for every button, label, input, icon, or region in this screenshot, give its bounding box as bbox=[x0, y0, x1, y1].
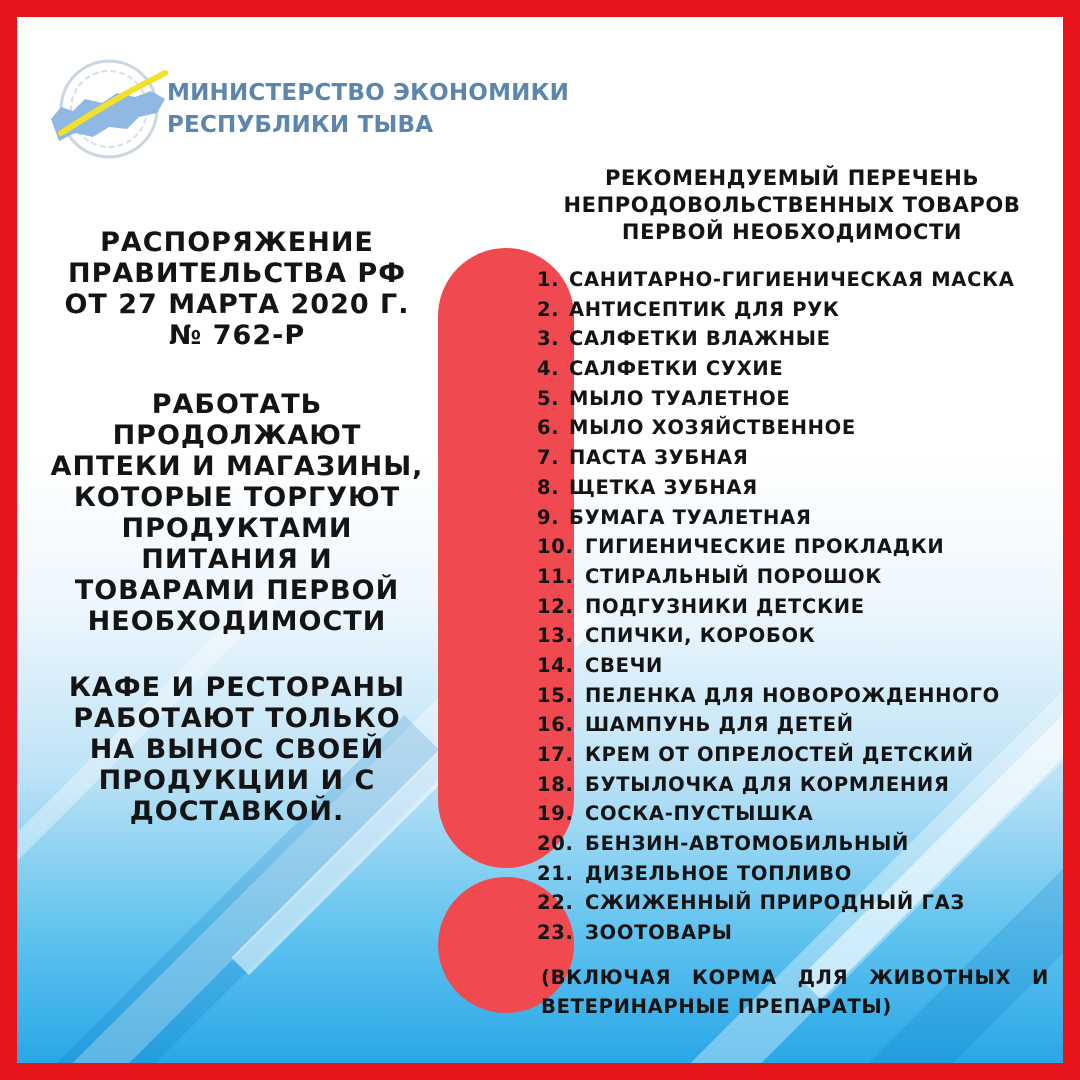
item-number: 18. bbox=[537, 772, 574, 796]
list-note: (ВКЛЮЧАЯ КОРМА ДЛЯ ЖИВОТНЫХ И ВЕТЕРИНАРНЫЕ ПРЕПАРАТЫ) bbox=[541, 966, 1049, 1018]
list-title-line2: НЕПРОДОВОЛЬСТВЕННЫХ ТОВАРОВ bbox=[563, 193, 1021, 217]
item-number: 12. bbox=[537, 594, 574, 618]
item-number: 22. bbox=[537, 891, 574, 915]
item-text: ПАСТА ЗУБНАЯ bbox=[569, 446, 749, 470]
list-item bbox=[537, 592, 1049, 622]
item-number: 3. bbox=[537, 327, 560, 351]
item-number: 1. bbox=[537, 268, 560, 291]
item-number: 6. bbox=[537, 416, 560, 440]
list-title bbox=[537, 165, 1047, 246]
item-number: 2. bbox=[537, 297, 560, 321]
item-number: 14. bbox=[537, 653, 574, 677]
item-text: СВЕЧИ bbox=[585, 653, 664, 677]
list-item bbox=[537, 413, 1049, 443]
item-number: 10. bbox=[537, 535, 574, 559]
item-number: 7. bbox=[537, 446, 560, 470]
list-item bbox=[537, 710, 1049, 740]
item-number: 17. bbox=[537, 743, 574, 766]
list-item bbox=[537, 888, 1049, 918]
item-text: МЫЛО ТУАЛЕТНОЕ bbox=[569, 386, 791, 410]
list-item bbox=[537, 621, 1049, 651]
item-text: ЩЕТКА ЗУБНАЯ bbox=[569, 475, 758, 499]
order-title: РАСПОРЯЖЕНИЕ ПРАВИТЕЛЬСТВА РФ ОТ 27 МАРТА 2020 Г. № 762-Р bbox=[64, 227, 410, 351]
cafe-statement: КАФЕ И РЕСТОРАНЫ РАБОТАЮТ ТОЛЬКО НА ВЫНОС СВОЕЙ ПРОДУКЦИИ И С ДОСТАВКОЙ. bbox=[68, 672, 406, 827]
list-item bbox=[537, 443, 1049, 473]
item-text: САНИТАРНО-ГИГИЕНИЧЕСКАЯ МАСКА bbox=[569, 268, 1015, 291]
item-number: 23. bbox=[537, 921, 574, 945]
ministry-name-line1: МИНИСТЕРСТВО ЭКОНОМИКИ bbox=[167, 80, 570, 106]
list-item bbox=[537, 324, 1049, 354]
item-text: БУТЫЛОЧКА ДЛЯ КОРМЛЕНИЯ bbox=[585, 772, 950, 796]
list-item bbox=[537, 562, 1049, 592]
list-item bbox=[537, 503, 1049, 533]
item-number: 21. bbox=[537, 861, 574, 885]
item-number: 20. bbox=[537, 832, 574, 856]
list-item bbox=[537, 651, 1049, 681]
poster-panel bbox=[17, 17, 1063, 1063]
item-text: АНТИСЕПТИК ДЛЯ РУК bbox=[569, 297, 840, 321]
list-item bbox=[537, 740, 1049, 770]
item-text: СПИЧКИ, КОРОБОК bbox=[585, 624, 816, 648]
item-text: САЛФЕТКИ СУХИЕ bbox=[569, 357, 784, 381]
item-text: САЛФЕТКИ ВЛАЖНЫЕ bbox=[569, 327, 831, 351]
item-number: 8. bbox=[537, 475, 560, 499]
item-number: 16. bbox=[537, 713, 574, 737]
item-text: СОСКА-ПУСТЫШКА bbox=[585, 802, 814, 826]
item-text: ПОДГУЗНИКИ ДЕТСКИЕ bbox=[585, 594, 865, 618]
item-number: 11. bbox=[537, 564, 574, 588]
list-item bbox=[537, 265, 1049, 295]
item-number: 15. bbox=[537, 683, 574, 707]
list-item bbox=[537, 473, 1049, 503]
item-text: СТИРАЛЬНЫЙ ПОРОШОК bbox=[585, 564, 882, 588]
ministry-emblem-icon bbox=[47, 57, 172, 162]
item-number: 13. bbox=[537, 624, 574, 648]
item-text: ПЕЛЕНКА ДЛЯ НОВОРОЖДЕННОГО bbox=[585, 683, 1000, 707]
list-title-line3: ПЕРВОЙ НЕОБХОДИМОСТИ bbox=[621, 220, 963, 244]
ministry-name bbox=[167, 77, 569, 141]
item-text: МЫЛО ХОЗЯЙСТВЕННОЕ bbox=[569, 416, 856, 440]
list-item bbox=[537, 829, 1049, 859]
ministry-name-line2: РЕСПУБЛИКИ ТЫВА bbox=[167, 112, 434, 138]
item-number: 4. bbox=[537, 357, 560, 381]
item-number: 19. bbox=[537, 802, 574, 826]
list-item bbox=[537, 859, 1049, 889]
list-item bbox=[537, 354, 1049, 384]
item-number: 5. bbox=[537, 386, 560, 410]
list-item bbox=[537, 295, 1049, 325]
list-item bbox=[537, 770, 1049, 800]
goods-list bbox=[537, 265, 1049, 948]
item-text: ДИЗЕЛЬНОЕ ТОПЛИВО bbox=[585, 861, 852, 885]
item-text: БЕНЗИН-АВТОМОБИЛЬНЫЙ bbox=[585, 832, 909, 856]
item-text: БУМАГА ТУАЛЕТНАЯ bbox=[569, 505, 812, 529]
list-item bbox=[537, 384, 1049, 414]
item-number: 9. bbox=[537, 505, 560, 529]
list-item bbox=[537, 681, 1049, 711]
item-text: КРЕМ ОТ ОПРЕЛОСТЕЙ ДЕТСКИЙ bbox=[585, 743, 974, 766]
item-text: ГИГИЕНИЧЕСКИЕ ПРОКЛАДКИ bbox=[585, 535, 945, 559]
list-title-line1: РЕКОМЕНДУЕМЫЙ ПЕРЕЧЕНЬ bbox=[604, 166, 980, 190]
item-text: ШАМПУНЬ ДЛЯ ДЕТЕЙ bbox=[585, 713, 854, 737]
list-item bbox=[537, 799, 1049, 829]
work-statement: РАБОТАТЬ ПРОДОЛЖАЮТ АПТЕКИ И МАГАЗИНЫ, КОТОРЫЕ ТОРГУЮТ ПРОДУКТАМИ ПИТАНИЯ И ТОВАРАМИ ПЕРВОЙ НЕОБХОДИМОСТИ bbox=[50, 389, 424, 637]
list-item bbox=[537, 918, 1049, 948]
item-text: ЗООТОВАРЫ bbox=[585, 921, 733, 945]
list-item bbox=[537, 532, 1049, 562]
item-text: СЖИЖЕННЫЙ ПРИРОДНЫЙ ГАЗ bbox=[585, 891, 965, 915]
